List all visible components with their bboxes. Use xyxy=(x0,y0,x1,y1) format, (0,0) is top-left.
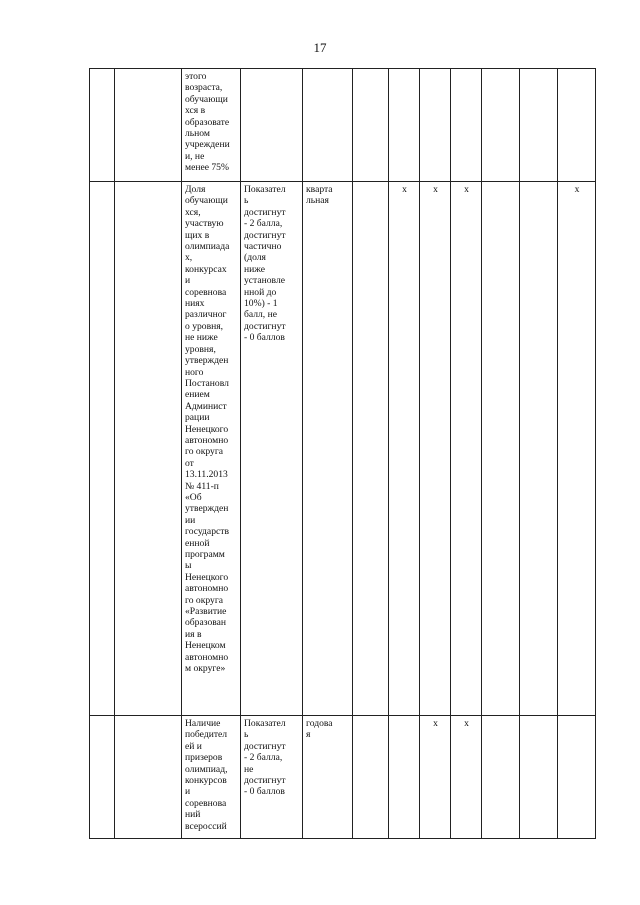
cell-line: (доля xyxy=(244,252,266,264)
cell-line: годова xyxy=(306,718,333,729)
mark-cell xyxy=(420,69,451,182)
mark-cell xyxy=(353,182,389,716)
cell-line: уровня, xyxy=(185,343,216,355)
cell-line: Наличие xyxy=(185,718,221,729)
cell-line: го округа xyxy=(185,594,224,606)
mark-cell xyxy=(558,69,596,182)
cell-line: и xyxy=(185,275,191,287)
cell-line: всероссий xyxy=(185,820,227,832)
indicator-cell xyxy=(182,69,241,182)
cell-line: не xyxy=(244,763,254,775)
mark-cell: х xyxy=(389,182,420,716)
cell-line: участвую xyxy=(185,218,224,230)
criteria-table xyxy=(89,68,596,839)
cell-line: соревнова xyxy=(185,286,227,298)
cell-line: ниже xyxy=(244,263,266,275)
cell-line: Ненецкого xyxy=(185,571,229,583)
cell-line: Ненецкого xyxy=(185,423,229,435)
page-number: 17 xyxy=(313,40,327,55)
cell-line: обучающи xyxy=(185,195,228,207)
period-cell xyxy=(303,69,353,182)
cell-line: ь xyxy=(244,729,249,741)
cell-line: 10%) - 1 xyxy=(244,298,278,310)
cell-line: Админист xyxy=(185,400,227,412)
cell-line: м округе» xyxy=(185,663,226,675)
mark-cell: х xyxy=(420,182,451,716)
cell-line: ия в xyxy=(185,628,202,640)
mark-cell xyxy=(520,182,558,716)
mark-cell xyxy=(520,69,558,182)
mark-cell xyxy=(389,69,420,182)
cell-line: Показател xyxy=(244,718,286,729)
indicator-cell xyxy=(182,182,241,716)
cell-line: образован xyxy=(185,617,227,629)
cell-line: достигнут xyxy=(244,775,286,787)
table-row xyxy=(90,716,596,839)
cell-line: ь xyxy=(244,195,249,207)
mark-cell: х xyxy=(420,716,451,839)
cell-line: ного xyxy=(185,366,204,378)
name-cell xyxy=(115,716,182,839)
cell-line: автономно xyxy=(185,583,229,595)
cell-line: достигнут xyxy=(244,320,286,332)
mark-cell xyxy=(558,716,596,839)
cell-line: - 0 баллов xyxy=(244,332,285,344)
cell-line: государств xyxy=(185,526,229,538)
cell-line: льная xyxy=(306,195,329,207)
cell-line: хся в xyxy=(185,105,206,117)
cell-line: № 411-п xyxy=(185,480,219,492)
cell-line: частично xyxy=(244,241,282,253)
cell-line: нной до xyxy=(244,286,277,298)
cell-line: я xyxy=(306,729,311,741)
cell-line: от xyxy=(185,457,194,469)
period-cell xyxy=(303,182,353,716)
cell-line: программ xyxy=(185,549,225,560)
cell-line: - 2 балла, xyxy=(244,218,283,230)
cell-line: утвержден xyxy=(185,503,229,515)
cell-line: - 2 балла, xyxy=(244,752,283,764)
cell-line: утвержден xyxy=(185,355,229,367)
cell-line: достигнут xyxy=(244,740,286,752)
cell-line: Доля xyxy=(185,184,206,195)
name-cell xyxy=(115,182,182,716)
cell-line: «Об xyxy=(185,491,202,503)
cell-line: конкурсах xyxy=(185,263,227,275)
cell-line: олимпиад, xyxy=(185,763,228,775)
cell-line: ей и xyxy=(185,740,202,752)
cell-line: автономно xyxy=(185,651,229,663)
cell-line: достигнут xyxy=(244,206,286,218)
cell-line: Постановл xyxy=(185,377,229,389)
mark-cell: х xyxy=(451,182,482,716)
mark-cell xyxy=(353,716,389,839)
cell-line: Показател xyxy=(244,184,286,195)
cell-line: балл, не xyxy=(244,309,277,321)
number-cell xyxy=(90,69,115,182)
mark-cell xyxy=(520,716,558,839)
mark-cell xyxy=(482,716,520,839)
cell-line: Ненецком xyxy=(185,640,226,652)
number-cell xyxy=(90,182,115,716)
cell-line: менее 75% xyxy=(185,162,229,174)
cell-line: учреждени xyxy=(185,139,230,151)
cell-line: ы xyxy=(185,560,192,572)
mark-cell xyxy=(482,182,520,716)
criterion-cell xyxy=(241,69,303,182)
cell-line: «Развитие xyxy=(185,606,227,618)
cell-line: енной xyxy=(185,537,210,549)
cell-line: рации xyxy=(185,412,210,424)
cell-line: о уровня, xyxy=(185,320,224,332)
cell-line: и xyxy=(185,786,191,798)
table-row xyxy=(90,182,596,716)
cell-line: го округа xyxy=(185,446,224,458)
cell-line: ением xyxy=(185,389,210,401)
cell-line: - 0 баллов xyxy=(244,786,285,798)
number-cell xyxy=(90,716,115,839)
name-cell xyxy=(115,69,182,182)
cell-line: щих в xyxy=(185,229,210,241)
cell-line: различног xyxy=(185,309,227,321)
period-cell xyxy=(303,716,353,839)
cell-line: призеров xyxy=(185,752,223,764)
cell-line: ии xyxy=(185,514,196,526)
cell-line: конкурсов xyxy=(185,775,227,787)
cell-line: достигнут xyxy=(244,229,286,241)
cell-line: льном xyxy=(185,128,210,140)
mark-cell xyxy=(389,716,420,839)
cell-line: соревнова xyxy=(185,797,227,809)
mark-cell: х xyxy=(558,182,596,716)
cell-line: кварта xyxy=(306,184,333,195)
mark-cell xyxy=(482,69,520,182)
criterion-cell xyxy=(241,182,303,716)
cell-line: х, xyxy=(185,252,193,264)
cell-line: олимпиада xyxy=(185,241,230,253)
mark-cell xyxy=(353,69,389,182)
cell-line: не ниже xyxy=(185,332,218,344)
cell-line: обучающи xyxy=(185,93,228,105)
mark-cell xyxy=(451,69,482,182)
cell-line: 13.11.2013 xyxy=(185,469,228,481)
cell-line: и, не xyxy=(185,150,205,162)
cell-line: возраста, xyxy=(185,82,223,94)
criterion-cell xyxy=(241,716,303,839)
cell-line: этого xyxy=(185,71,207,82)
cell-line: ниях xyxy=(185,298,205,310)
table-row xyxy=(90,69,596,182)
mark-cell: х xyxy=(451,716,482,839)
cell-line: автономно xyxy=(185,434,229,446)
cell-line: образовате xyxy=(185,116,230,128)
cell-line: ний xyxy=(185,809,201,821)
cell-line: хся, xyxy=(185,206,201,218)
cell-line: установле xyxy=(244,275,286,287)
indicator-cell xyxy=(182,716,241,839)
cell-line: победител xyxy=(185,729,228,741)
